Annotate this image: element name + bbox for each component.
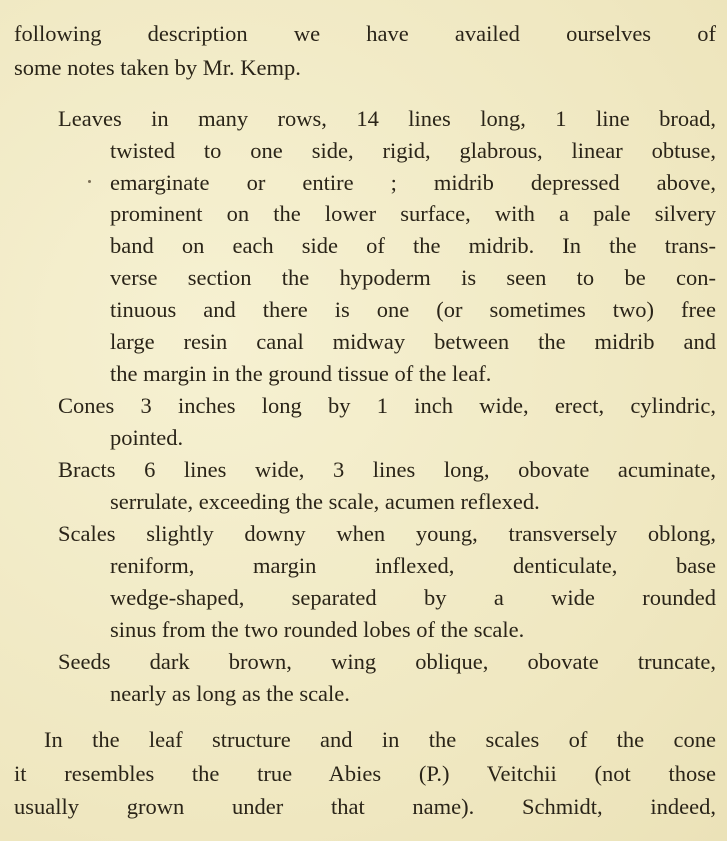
- text-line: In the leaf structure and in the scales of the cone: [44, 727, 716, 752]
- entry-line: pointed.: [110, 425, 184, 450]
- entry-line: Seeds dark brown, wing oblique, obovate truncate,: [58, 649, 716, 674]
- entry-line: Cones 3 inches long by 1 inch wide, erect, cylindric,: [58, 393, 716, 418]
- entry-line: twisted to one side, rigid, glabrous, linear obtuse,: [110, 138, 716, 163]
- entry-line: serrulate, exceeding the scale, acumen reflexed.: [110, 489, 540, 514]
- entry-line: band on each side of the midrib. In the trans-: [110, 233, 716, 258]
- entry-line: emarginate or entire ; midrib depressed above,: [110, 170, 716, 195]
- entry-line: tinuous and there is one (or sometimes two) free: [110, 297, 716, 322]
- entry-line: verse section the hypoderm is seen to be con-: [110, 265, 716, 290]
- entry-line: nearly as long as the scale.: [110, 681, 350, 706]
- text-line: following description we have availed ourselves of: [14, 21, 716, 46]
- entry-line: prominent on the lower surface, with a pale silvery: [110, 201, 716, 226]
- entry-line: Leaves in many rows, 14 lines long, 1 line broad,: [58, 106, 716, 131]
- text-line: it resembles the true Abies (P.) Veitchii (not those: [14, 761, 716, 786]
- print-speck: [88, 180, 91, 183]
- text-line: some notes taken by Mr. Kemp.: [14, 55, 301, 80]
- entry-line: Scales slightly downy when young, transversely oblong,: [58, 521, 716, 546]
- entry-line: the margin in the ground tissue of the leaf.: [110, 361, 492, 386]
- entry-line: wedge-shaped, separated by a wide rounded: [110, 585, 716, 610]
- text-line: usually grown under that name). Schmidt, indeed,: [14, 794, 716, 819]
- entry-line: reniform, margin inflexed, denticulate, base: [110, 553, 716, 578]
- entry-line: Bracts 6 lines wide, 3 lines long, obovate acuminate,: [58, 457, 716, 482]
- entry-line: sinus from the two rounded lobes of the scale.: [110, 617, 525, 642]
- entry-line: large resin canal midway between the midrib and: [110, 329, 716, 354]
